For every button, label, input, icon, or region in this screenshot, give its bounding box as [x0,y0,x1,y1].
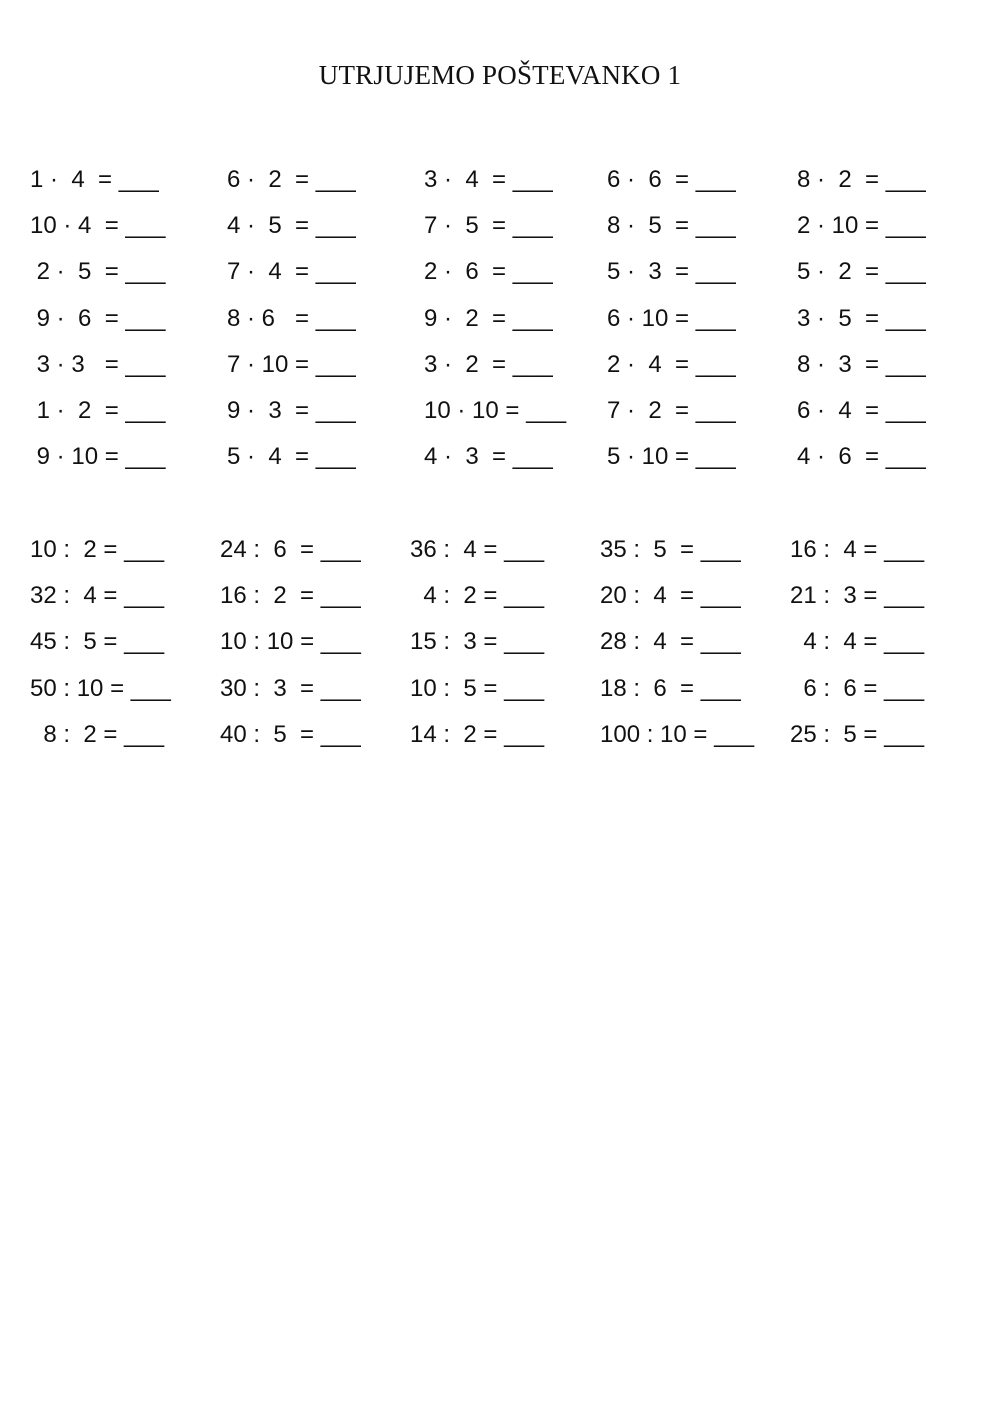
division-problem[interactable]: 8 : 2 = ___ [30,720,165,748]
multiplication-problem[interactable]: 6 · 4 = ___ [797,396,926,424]
multiplication-section [0,157,1000,480]
multiplication-problem[interactable]: 7 · 10 = ___ [227,350,356,378]
multiplication-problem[interactable]: 2 · 4 = ___ [607,350,736,378]
multiplication-problem[interactable]: 6 · 10 = ___ [607,304,736,332]
division-problem[interactable]: 14 : 2 = ___ [410,720,545,748]
division-problem[interactable]: 45 : 5 = ___ [30,628,165,656]
division-row [0,527,1000,573]
division-section [0,527,1000,758]
multiplication-problem[interactable]: 7 · 4 = ___ [227,258,356,286]
division-problem[interactable]: 36 : 4 = ___ [410,536,545,563]
multiplication-problem[interactable]: 7 · 2 = ___ [607,396,736,424]
multiplication-problem[interactable]: 2 · 5 = ___ [30,258,166,286]
division-problem[interactable]: 30 : 3 = ___ [220,674,361,702]
division-problem[interactable]: 40 : 5 = ___ [220,720,361,748]
multiplication-problem[interactable]: 4 · 6 = ___ [797,443,926,471]
multiplication-problem[interactable]: 5 · 4 = ___ [227,443,356,471]
multiplication-problem[interactable]: 5 · 3 = ___ [607,258,736,286]
multiplication-problem[interactable]: 9 · 2 = ___ [424,304,553,332]
division-problem[interactable]: 18 : 6 = ___ [600,674,741,702]
multiplication-problem[interactable]: 8 · 2 = ___ [797,166,926,193]
division-problem[interactable]: 10 : 5 = ___ [410,674,545,702]
multiplication-problem[interactable]: 1 · 4 = ___ [30,166,159,193]
multiplication-problem[interactable]: 4 · 3 = ___ [424,443,553,471]
multiplication-problem[interactable]: 6 · 2 = ___ [227,166,356,193]
multiplication-problem[interactable]: 9 · 3 = ___ [227,396,356,424]
division-problem[interactable]: 28 : 4 = ___ [600,628,741,656]
multiplication-problem[interactable]: 1 · 2 = ___ [30,396,166,424]
multiplication-problem[interactable]: 2 · 6 = ___ [424,258,553,286]
division-problem[interactable]: 16 : 2 = ___ [220,582,361,610]
multiplication-row [0,203,1000,249]
multiplication-problem[interactable]: 8 · 5 = ___ [607,212,736,240]
division-problem[interactable]: 20 : 4 = ___ [600,582,741,610]
division-problem[interactable]: 4 : 4 = ___ [790,628,925,656]
multiplication-problem[interactable]: 8 · 3 = ___ [797,350,926,378]
division-problem[interactable]: 35 : 5 = ___ [600,536,741,563]
division-problem[interactable]: 16 : 4 = ___ [790,536,925,563]
division-problem[interactable]: 10 : 2 = ___ [30,536,165,563]
multiplication-problem[interactable]: 3 · 2 = ___ [424,350,553,378]
division-row [0,573,1000,619]
division-problem[interactable]: 10 : 10 = ___ [220,628,361,656]
division-problem[interactable]: 21 : 3 = ___ [790,582,925,610]
multiplication-problem[interactable]: 4 · 5 = ___ [227,212,356,240]
multiplication-problem[interactable]: 7 · 5 = ___ [424,212,553,240]
multiplication-problem[interactable]: 10 · 10 = ___ [424,396,567,424]
multiplication-problem[interactable]: 3 · 5 = ___ [797,304,926,332]
multiplication-row [0,388,1000,434]
multiplication-problem[interactable]: 8 · 6 = ___ [227,304,356,332]
multiplication-row [0,342,1000,388]
multiplication-row [0,296,1000,342]
division-problem[interactable]: 24 : 6 = ___ [220,536,361,563]
division-problem[interactable]: 4 : 2 = ___ [410,582,545,610]
division-row [0,619,1000,665]
multiplication-row [0,249,1000,295]
multiplication-problem[interactable]: 9 · 6 = ___ [30,304,166,332]
division-problem[interactable]: 50 : 10 = ___ [30,674,171,702]
multiplication-problem[interactable]: 5 · 2 = ___ [797,258,926,286]
multiplication-problem[interactable]: 10 · 4 = ___ [30,212,166,240]
division-problem[interactable]: 25 : 5 = ___ [790,720,925,748]
multiplication-problem[interactable]: 2 · 10 = ___ [797,212,926,240]
multiplication-row [0,434,1000,480]
division-problem[interactable]: 100 : 10 = ___ [600,720,755,748]
multiplication-row [0,157,1000,203]
multiplication-problem[interactable]: 5 · 10 = ___ [607,443,736,471]
multiplication-problem[interactable]: 3 · 4 = ___ [424,166,553,193]
multiplication-problem[interactable]: 3 · 3 = ___ [30,350,166,378]
division-problem[interactable]: 32 : 4 = ___ [30,582,165,610]
multiplication-problem[interactable]: 9 · 10 = ___ [30,443,166,471]
division-problem[interactable]: 6 : 6 = ___ [790,674,925,702]
page-title: UTRJUJEMO POŠTEVANKO 1 [318,60,682,90]
division-row [0,666,1000,712]
multiplication-problem[interactable]: 6 · 6 = ___ [607,166,736,193]
division-row [0,712,1000,758]
division-problem[interactable]: 15 : 3 = ___ [410,628,545,656]
